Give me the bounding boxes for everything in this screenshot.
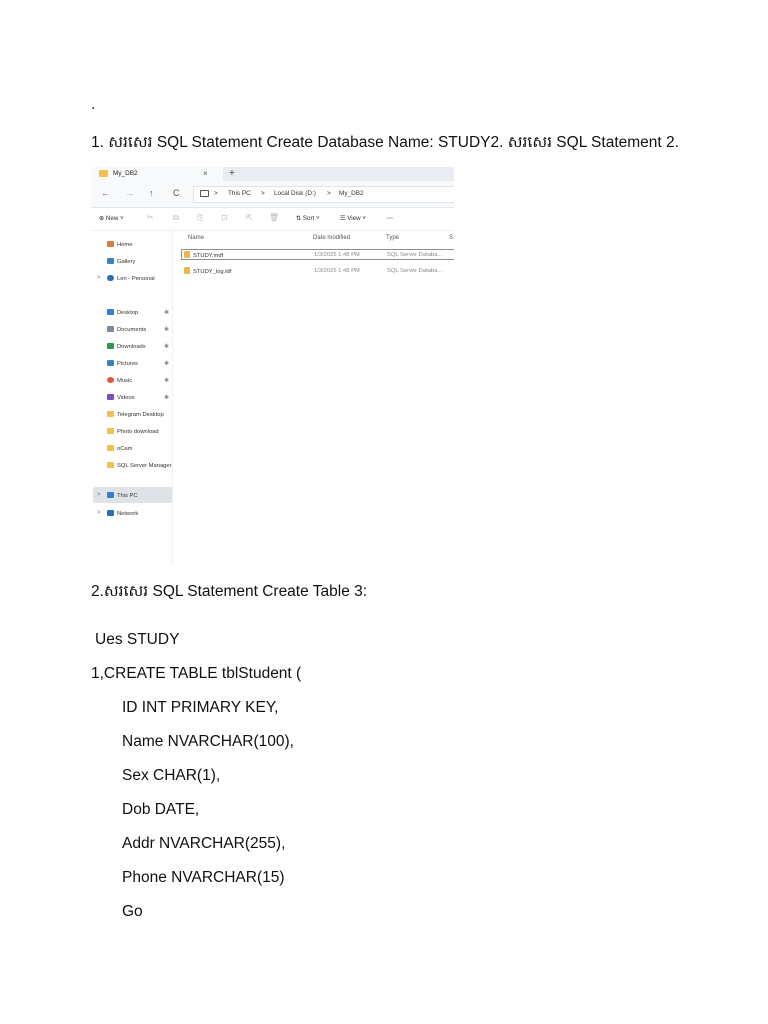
trash-icon[interactable]: 🗑 — [269, 213, 280, 222]
pin-icon: ✱ — [164, 310, 170, 316]
file-list — [173, 231, 454, 564]
code-line-use: Ues STUDY — [95, 631, 180, 648]
sidebar-item-label: Gallery — [117, 259, 136, 265]
share-icon[interactable]: ⇱ — [246, 213, 253, 222]
heading-create-table: 2.សរសេរ SQL Statement Create Table 3: — [91, 583, 368, 600]
file-name-cell[interactable] — [184, 267, 231, 275]
back-arrow-icon[interactable]: ← — [101, 188, 110, 198]
new-tab-button[interactable]: + — [229, 168, 235, 179]
sidebar-item-videos[interactable] — [107, 394, 135, 401]
sidebar-item-network[interactable] — [107, 510, 138, 517]
sidebar-item-label: Len - Personal — [117, 276, 155, 282]
sidebar-item-label: SQL Server Manager — [117, 463, 172, 469]
sidebar-item-len-personal[interactable] — [107, 275, 155, 282]
address-box[interactable] — [193, 186, 454, 203]
breadcrumb-separator: > — [327, 190, 331, 197]
view-button[interactable]: ☰ View ˅ — [340, 215, 366, 222]
code-line-phone: Phone NVARCHAR(15) — [122, 869, 285, 886]
sidebar-item-home[interactable] — [107, 241, 132, 248]
sidebar-item-label: oCam — [117, 446, 133, 452]
file-name: STUDY.mdf — [193, 253, 224, 259]
column-header-size[interactable]: S — [449, 235, 454, 241]
downloads-icon — [107, 343, 114, 349]
more-options-icon[interactable]: ··· — [387, 215, 394, 222]
navigation-pane — [91, 231, 172, 564]
file-name-cell[interactable] — [184, 251, 223, 259]
breadcrumb-my-db2[interactable]: My_DB2 — [339, 190, 364, 197]
code-line-dob: Dob DATE, — [122, 801, 200, 818]
breadcrumb-local-disk[interactable]: Local Disk (D:) — [274, 190, 316, 197]
chevron-right-icon[interactable]: > — [97, 275, 101, 281]
paste-icon[interactable]: ⎘ — [197, 213, 204, 222]
sidebar-item-documents[interactable] — [107, 326, 146, 333]
pc-icon — [200, 190, 209, 197]
rename-icon[interactable]: ⊡ — [221, 213, 228, 222]
pictures-icon — [107, 360, 114, 366]
breadcrumb-separator: > — [261, 190, 265, 197]
sidebar-item-label: Videos — [117, 395, 135, 401]
chevron-right-icon[interactable]: > — [97, 510, 101, 516]
sidebar-item-label: Network — [117, 511, 139, 517]
documents-icon — [107, 326, 114, 332]
code-line-addr: Addr NVARCHAR(255), — [122, 835, 286, 852]
file-explorer-screenshot — [91, 167, 454, 564]
sidebar-item-telegram-desktop[interactable] — [107, 411, 164, 418]
network-icon — [107, 510, 114, 516]
stray-dot: . — [91, 96, 96, 113]
chevron-right-icon[interactable]: > — [97, 492, 101, 498]
column-header-name[interactable]: Name — [188, 235, 205, 241]
sidebar-item-label: Photo download — [117, 429, 159, 435]
pin-icon: ✱ — [164, 395, 170, 401]
pin-icon: ✱ — [164, 327, 170, 333]
cloud-icon — [107, 275, 114, 281]
breadcrumb-separator: > — [214, 190, 218, 197]
folder-icon — [107, 445, 114, 451]
tab-title: My_DB2 — [113, 170, 138, 177]
address-bar-row — [91, 181, 454, 208]
folder-icon — [107, 411, 114, 417]
home-icon — [107, 241, 114, 247]
sort-button[interactable]: ⇅ Sort ˅ — [296, 215, 320, 222]
file-type-cell: SQL Server Databa... — [387, 252, 443, 258]
sidebar-item-photo-download[interactable] — [107, 428, 159, 435]
sidebar-item-ocam[interactable] — [107, 445, 132, 452]
database-log-file-icon — [184, 267, 190, 274]
breadcrumb-this-pc[interactable]: This PC — [228, 190, 251, 197]
sidebar-item-label: Music — [117, 378, 133, 384]
copy-icon[interactable]: ⧉ — [173, 213, 179, 222]
column-header-date-modified[interactable]: Date modified — [313, 235, 351, 241]
sidebar-item-label: Documents — [117, 327, 147, 333]
sidebar-item-gallery[interactable] — [107, 258, 135, 265]
sidebar-item-label: Desktop — [117, 310, 139, 316]
sidebar-item-sql-server-manager[interactable] — [107, 462, 172, 469]
file-date-cell: 1/3/2025 1:48 PM — [314, 252, 360, 258]
refresh-icon[interactable]: C — [173, 188, 180, 198]
database-file-icon — [184, 251, 190, 258]
new-button[interactable]: ⊕ New ˅ — [99, 215, 124, 222]
tab-my-db2[interactable] — [91, 167, 223, 181]
sidebar-item-pictures[interactable] — [107, 360, 138, 367]
tab-bar — [91, 167, 454, 181]
sidebar-item-this-pc[interactable] — [107, 492, 138, 499]
videos-icon — [107, 394, 114, 400]
code-line-name: Name NVARCHAR(100), — [122, 733, 294, 750]
code-line-create-table: 1,CREATE TABLE tblStudent ( — [91, 665, 302, 682]
pc-icon — [107, 492, 114, 498]
file-type-cell: SQL Server Databa... — [387, 268, 443, 274]
sidebar-item-downloads[interactable] — [107, 343, 146, 350]
folder-icon — [99, 170, 108, 177]
sidebar-item-label: Downloads — [117, 344, 146, 350]
code-line-sex: Sex CHAR(1), — [122, 767, 221, 784]
sidebar-item-music[interactable] — [107, 377, 132, 384]
column-header-type[interactable]: Type — [386, 235, 400, 241]
sidebar-item-desktop[interactable] — [107, 309, 138, 316]
desktop-icon — [107, 309, 114, 315]
command-toolbar — [91, 208, 454, 231]
code-line-id: ID INT PRIMARY KEY, — [122, 699, 279, 716]
sidebar-item-label: Home — [117, 242, 133, 248]
pin-icon: ✱ — [164, 361, 170, 367]
file-date-cell: 1/3/2025 1:48 PM — [314, 268, 360, 274]
forward-arrow-icon[interactable]: → — [125, 188, 134, 198]
file-name: STUDY_log.ldf — [193, 269, 232, 275]
gallery-icon — [107, 258, 114, 264]
code-line-go: Go — [122, 903, 143, 920]
pin-icon: ✱ — [164, 378, 170, 384]
cut-icon[interactable]: ✂ — [147, 213, 154, 222]
sidebar-item-label: Telegram Desktop — [117, 412, 164, 418]
sidebar-item-label: Pictures — [117, 361, 138, 367]
pin-icon: ✱ — [164, 344, 170, 350]
folder-icon — [107, 428, 114, 434]
music-icon — [107, 377, 114, 383]
close-icon[interactable]: × — [203, 169, 208, 178]
sidebar-item-label: This PC — [117, 493, 138, 499]
up-arrow-icon[interactable]: ↑ — [149, 188, 154, 198]
heading-create-database: 1. សរសេរ SQL Statement Create Database Name: STUDY2. សរសេរ SQL Statement 2. — [91, 134, 679, 151]
folder-icon — [107, 462, 114, 468]
